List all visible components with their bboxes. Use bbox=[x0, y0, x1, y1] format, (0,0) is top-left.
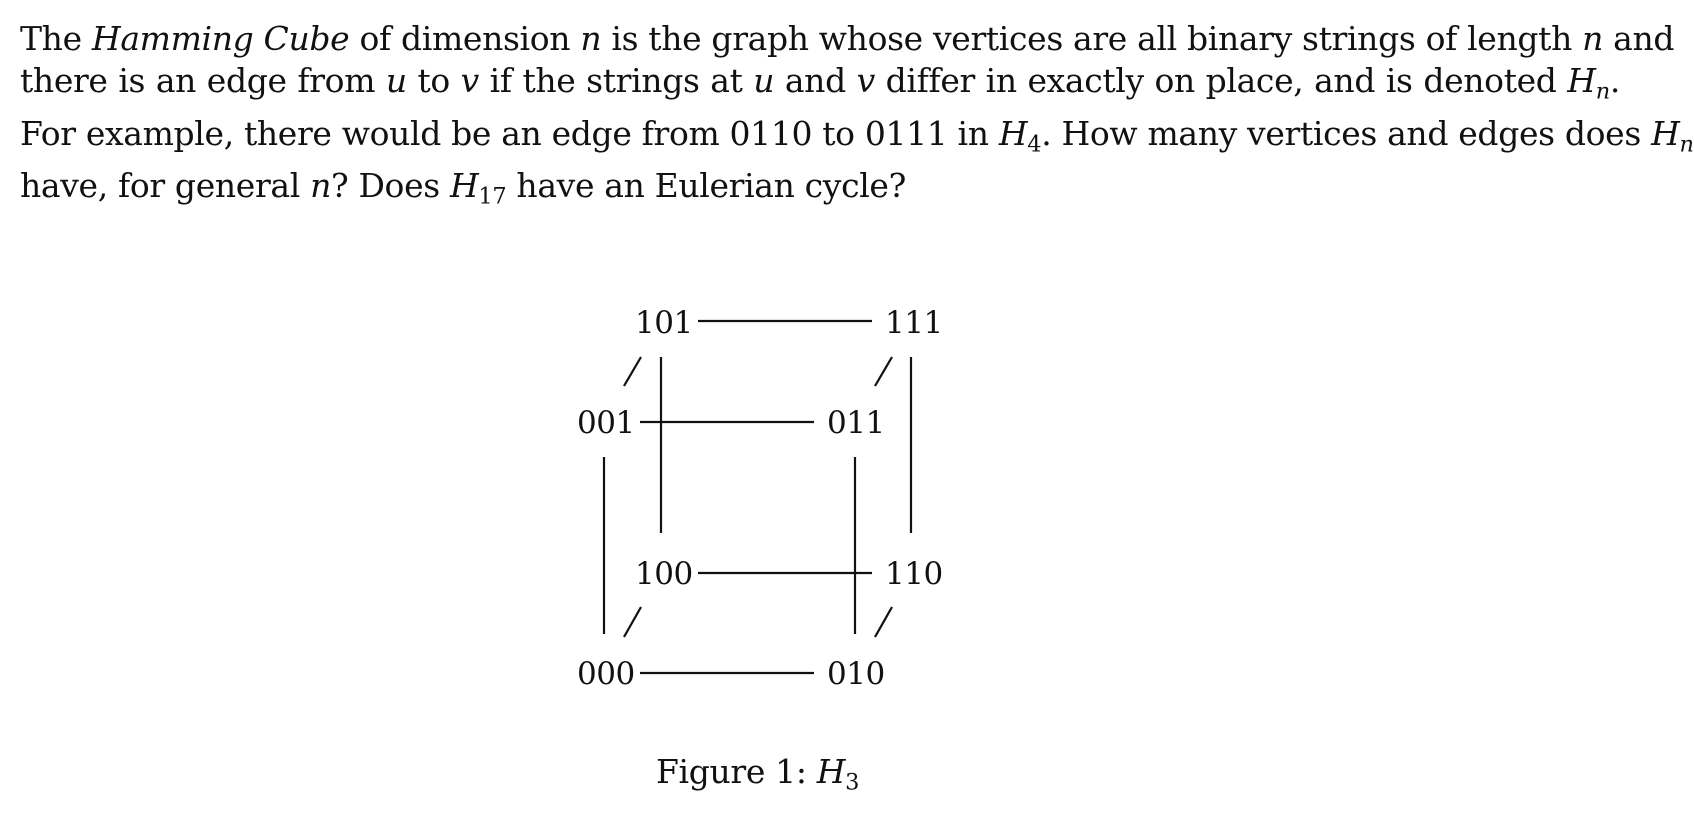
math-subscript: 3 bbox=[845, 769, 860, 796]
math-H: H bbox=[816, 752, 846, 791]
vertex-label-110: 110 bbox=[885, 556, 943, 592]
text: The bbox=[20, 19, 92, 58]
math-H: H bbox=[998, 113, 1028, 153]
edge-000-100 bbox=[624, 607, 641, 637]
math-H: H bbox=[1567, 61, 1596, 100]
text: . How many vertices and edges does bbox=[1041, 113, 1652, 153]
vertex-label-111: 111 bbox=[885, 305, 943, 341]
text: have, for general bbox=[20, 166, 311, 206]
math-n: n bbox=[580, 19, 602, 58]
vertex-label-100: 100 bbox=[635, 556, 693, 592]
figure-caption bbox=[656, 752, 859, 803]
math-v: v bbox=[460, 61, 479, 100]
text: if the strings at bbox=[478, 61, 754, 100]
edge-001-101 bbox=[624, 357, 641, 386]
text: to bbox=[406, 61, 461, 100]
math-u: u bbox=[753, 61, 775, 100]
edge-010-110 bbox=[875, 607, 892, 637]
text: . bbox=[1609, 61, 1620, 100]
text: ? Does bbox=[330, 166, 450, 206]
edge-011-111 bbox=[875, 357, 892, 386]
text: of dimension bbox=[349, 19, 581, 58]
math-u: u bbox=[385, 61, 407, 100]
math-n: n bbox=[310, 166, 331, 206]
math-H: H bbox=[449, 166, 479, 206]
math-subscript: 4 bbox=[1027, 131, 1042, 158]
text: For example, there would be an edge from 0110 to 0111 in bbox=[20, 113, 999, 153]
math-subscript: 17 bbox=[478, 184, 507, 211]
math-H: H bbox=[1651, 113, 1680, 153]
vertex-label-101: 101 bbox=[635, 305, 693, 341]
math-n: n bbox=[1582, 19, 1604, 58]
text: there is an edge from bbox=[20, 61, 386, 100]
term-hamming-cube: Hamming Cube bbox=[91, 19, 350, 58]
math-v: v bbox=[856, 61, 875, 100]
text: is the graph whose vertices are all binary strings of length bbox=[601, 19, 1583, 58]
vertex-label-000: 000 bbox=[577, 656, 635, 692]
text: and bbox=[1603, 19, 1675, 58]
vertex-label-001: 001 bbox=[577, 405, 635, 441]
vertex-label-010: 010 bbox=[827, 656, 885, 692]
text: have an Eulerian cycle? bbox=[506, 166, 906, 206]
text: and bbox=[774, 61, 857, 100]
math-subscript: n bbox=[1679, 131, 1694, 158]
text: differ in exactly on place, and is denoted bbox=[874, 61, 1568, 100]
caption-label: Figure 1: bbox=[656, 752, 817, 791]
vertex-label-011: 011 bbox=[827, 405, 885, 441]
math-subscript: n bbox=[1595, 78, 1610, 105]
